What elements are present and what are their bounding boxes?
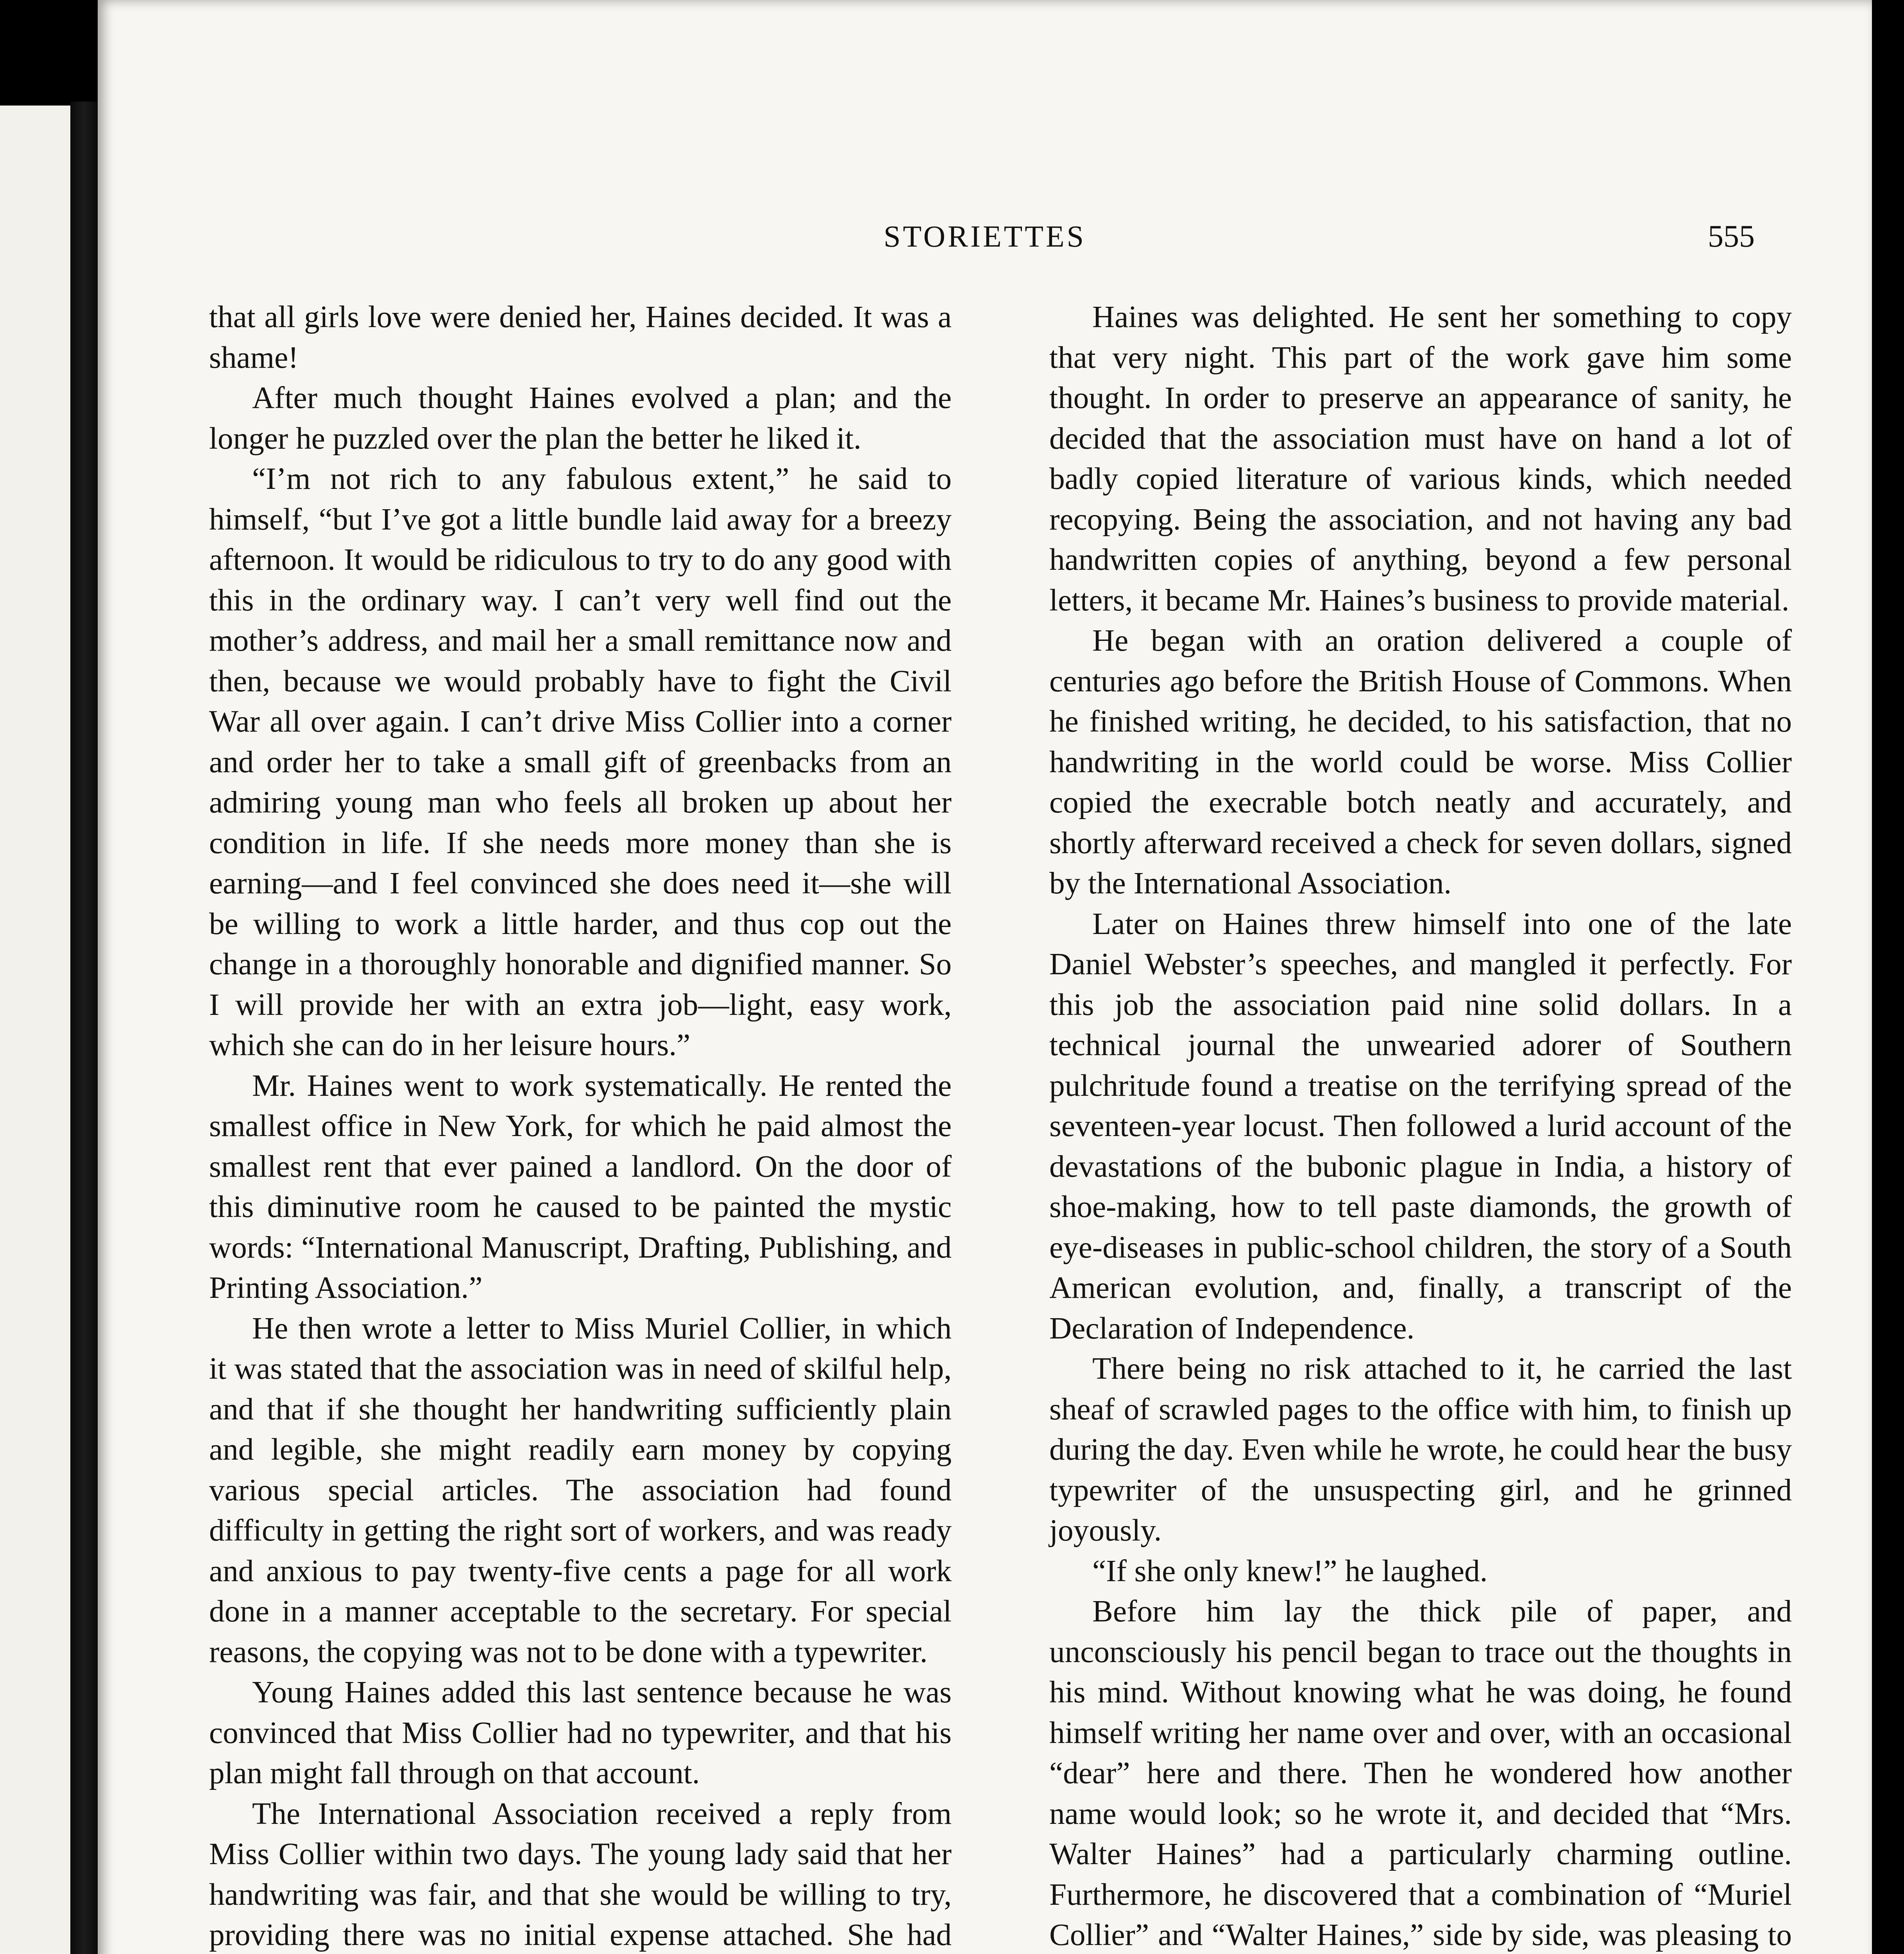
page-number: 555 bbox=[1708, 219, 1755, 254]
paragraph: Later on Haines threw himself into one of the late Daniel Webster’s speeches, and mangled it perfectly. For this job the association paid nine solid dollars. In a technical journal the unwearied adorer of Southern pulchritude found a treatise on the terrifying spread of the seventeen-year locust. Then followed a lurid account of the devastations of the bubonic plague in India, a history of shoe-making, how to tell paste diamonds, the growth of eye-diseases in public-school children, the story of a South American evolution, and, finally, a transcript of the Declaration of Independence. bbox=[1049, 906, 1792, 1346]
paragraph: that all girls love were denied her, Haines decided. It was a shame! bbox=[209, 300, 952, 375]
book-page bbox=[98, 0, 1872, 1954]
adjacent-page-edge bbox=[0, 106, 70, 1954]
binding-gutter bbox=[70, 102, 98, 1954]
paragraph: After much thought Haines evolved a plan; and the longer he puzzled over the plan the better he liked it. bbox=[209, 381, 952, 456]
paragraph: He began with an oration delivered a couple of centuries ago before the British House of Commons. When he finished writing, he decided, to his satisfaction, that no handwriting in the world could be worse. Miss Collier copied the execrable botch neatly and accurately, and shortly afterward received a check for seven dollars, signed by the International Association. bbox=[1049, 623, 1792, 900]
paragraph: Mr. Haines went to work systematically. He rented the smallest office in New York, for which he paid almost the smallest rent that ever pained a landlord. On the door of this diminutive room he caused to be painted the mystic words: “International Manuscript, Drafting, Publishing, and Printing Association.” bbox=[209, 1068, 952, 1305]
paragraph: Before him lay the thick pile of paper, and unconsciously his pencil began to trace out the thoughts in his mind. Without knowing what he was doing, he found himself writing her name over and over, with an occasional “dear” here and there. Then he wondered how another name would look; so he wrote it, and decided that “Mrs. Walter Haines” had a particularly charming outline. Furthermore, he discovered that a combination of “Muriel Collier” and “Walter Haines,” side by side, was pleasing to bbox=[1049, 1594, 1792, 1952]
paragraph: He then wrote a letter to Miss Muriel Collier, in which it was stated that the association was in need of skilful help, and that if she thought her handwriting sufficiently plain and legible, she might readily earn money by copying various special articles. The association had found difficulty in getting the right sort of workers, and was ready and anxious to pay twenty-five cents a page for all work done in a manner acceptable to the secretary. For special reasons, the copying was not to be done with a typewriter. bbox=[209, 1311, 952, 1669]
running-head: STORIETTES bbox=[884, 219, 1086, 253]
paragraph: “I’m not rich to any fabulous extent,” he said to himself, “but I’ve got a little bundle laid away for a breezy afternoon. It would be ridiculous to try to do any good with this in the ordinary way. I can’t very well find out the mother’s address, and mail her a small remittance now and then, because we would probably have to fight the Civil War all over again. I can’t drive Miss Collier into a corner and order her to take a small gift of greenbacks from an admiring young man who feels all broken up about her condition in life. If she needs more money than she is earning—and I feel convinced she does need it—she will be willing to work a little harder, and thus cop out the change in a thoroughly honorable and dignified manner. So I will provide her with an extra job—light, easy work, which she can do in her leisure hours.” bbox=[209, 462, 952, 1062]
text-column-right bbox=[1049, 297, 1792, 1954]
scan-border-right bbox=[1872, 0, 1904, 1954]
paragraph: The International Association received a reply from Miss Collier within two days. The young lady said that her handwriting was fair, and that she would be willing to try, providing there was no initial expense attached. She had bbox=[209, 1796, 952, 1952]
paragraph: There being no risk attached to it, he carried the last sheaf of scrawled pages to the office with him, to finish up during the day. Even while he wrote, he could hear the busy typewriter of the unsuspecting girl, and he grinned joyously. bbox=[1049, 1351, 1792, 1548]
paragraph: Haines was delighted. He sent her something to copy that very night. This part of the work gave him some thought. In order to preserve an appearance of sanity, he decided that the association must have on hand a lot of badly copied literature of various kinds, which needed recopying. Being the association, and not having any bad handwritten copies of anything, beyond a few personal letters, it became Mr. Haines’s business to provide material. bbox=[1049, 300, 1792, 617]
page-header bbox=[98, 219, 1872, 262]
text-column-left bbox=[209, 297, 952, 1954]
paragraph: “If she only knew!” he laughed. bbox=[1092, 1553, 1488, 1588]
paragraph: Young Haines added this last sentence because he was convinced that Miss Collier had no typewriter, and that his plan might fall through on that account. bbox=[209, 1675, 952, 1790]
